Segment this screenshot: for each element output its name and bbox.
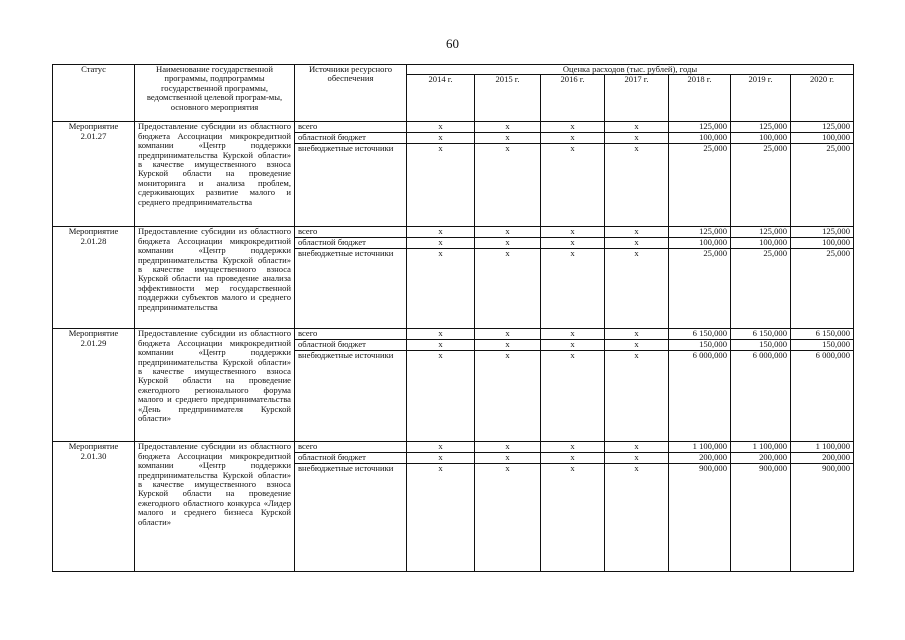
expense-value: x (541, 144, 605, 227)
expense-value: x (407, 329, 475, 340)
expense-value: 200,000 (731, 453, 791, 464)
activity-status: Мероприятие 2.01.29 (53, 329, 135, 442)
expense-value: x (407, 453, 475, 464)
year-header: 2018 г. (669, 75, 731, 122)
year-header: 2015 г. (475, 75, 541, 122)
expense-value: 150,000 (669, 340, 731, 351)
expense-value: 25,000 (669, 144, 731, 227)
activity-name: Предоставление субсидии из областного бюджета Ассоциации микрокредитной компании «Центр поддержки предпринимательства Курской области» в качестве имущественного взноса Курской области на проведение анализа эффективности мер государственной поддержки субъектов малого и среднего предпринимательства (135, 227, 295, 329)
expense-value: x (475, 122, 541, 133)
expense-value: x (605, 453, 669, 464)
expense-value: x (605, 144, 669, 227)
expense-value: x (475, 464, 541, 572)
expense-value: x (541, 464, 605, 572)
expense-value: x (541, 329, 605, 340)
expense-value: x (605, 351, 669, 442)
expense-value: x (475, 249, 541, 329)
expense-value: x (475, 351, 541, 442)
expense-value: 100,000 (669, 133, 731, 144)
expense-value: x (541, 340, 605, 351)
expense-value: 125,000 (791, 227, 854, 238)
funding-source: внебюджетные источники (295, 351, 407, 442)
expense-value: 100,000 (791, 133, 854, 144)
expense-value: x (407, 133, 475, 144)
expense-value: 6 000,000 (669, 351, 731, 442)
funding-source: всего (295, 442, 407, 453)
expense-value: 125,000 (731, 227, 791, 238)
table-body (53, 122, 854, 572)
expense-value: x (541, 442, 605, 453)
table-row (53, 329, 854, 340)
expense-value: x (605, 238, 669, 249)
expense-value: x (475, 329, 541, 340)
expense-value: 125,000 (669, 227, 731, 238)
expense-value: x (605, 133, 669, 144)
funding-source: всего (295, 227, 407, 238)
expense-value: x (541, 351, 605, 442)
expense-value: 125,000 (669, 122, 731, 133)
activity-name: Предоставление субсидии из областного бюджета Ассоциации микрокредитной компании «Центр поддержки предпринимательства Курской области» в качестве имущественного взноса Курской области на проведение ежегодного областного конкурса «Лидер малого и среднего бизнеса Курской области» (135, 442, 295, 572)
year-header: 2017 г. (605, 75, 669, 122)
expense-value: x (407, 144, 475, 227)
expense-value: x (475, 442, 541, 453)
sources-header: Источники ресурсного обеспечения (295, 65, 407, 122)
expense-value: x (541, 238, 605, 249)
funding-source: областной бюджет (295, 453, 407, 464)
header-row-1 (53, 65, 854, 75)
expense-value: 100,000 (731, 238, 791, 249)
expense-value: 6 150,000 (791, 329, 854, 340)
expense-value: 125,000 (731, 122, 791, 133)
expense-value: x (605, 329, 669, 340)
expense-value: x (605, 227, 669, 238)
table-row (53, 227, 854, 238)
expense-value: x (407, 340, 475, 351)
estimate-header: Оценка расходов (тыс. рублей), годы (407, 65, 854, 75)
expense-value: 1 100,000 (669, 442, 731, 453)
funding-source: внебюджетные источники (295, 144, 407, 227)
expense-value: x (541, 133, 605, 144)
funding-source: областной бюджет (295, 133, 407, 144)
activity-status: Мероприятие 2.01.27 (53, 122, 135, 227)
expense-value: x (605, 249, 669, 329)
expense-value: x (475, 133, 541, 144)
expense-value: x (605, 442, 669, 453)
name-header: Наименование государственной программы, подпрограммы государственной программы, ведомственной целевой програм-мы, основного мероприятия (135, 65, 295, 122)
expense-value: 6 000,000 (791, 351, 854, 442)
funding-source: всего (295, 122, 407, 133)
funding-source: внебюджетные источники (295, 464, 407, 572)
expense-value: x (605, 464, 669, 572)
page-number: 60 (446, 36, 459, 51)
expense-value: 900,000 (731, 464, 791, 572)
activity-status: Мероприятие 2.01.30 (53, 442, 135, 572)
expense-value: x (407, 442, 475, 453)
expense-value: 6 000,000 (731, 351, 791, 442)
expense-value: 1 100,000 (731, 442, 791, 453)
expense-value: x (475, 144, 541, 227)
year-header: 2016 г. (541, 75, 605, 122)
year-header: 2014 г. (407, 75, 475, 122)
expense-value: 25,000 (791, 249, 854, 329)
expense-value: x (407, 351, 475, 442)
expense-value: x (541, 249, 605, 329)
expense-value: x (407, 249, 475, 329)
year-header: 2019 г. (731, 75, 791, 122)
activity-status: Мероприятие 2.01.28 (53, 227, 135, 329)
expense-value: 900,000 (669, 464, 731, 572)
expense-value: 150,000 (791, 340, 854, 351)
funding-source: областной бюджет (295, 238, 407, 249)
expense-table (52, 64, 854, 572)
expense-value: x (541, 227, 605, 238)
expense-value: 200,000 (669, 453, 731, 464)
expense-value: 6 150,000 (731, 329, 791, 340)
expense-value: 25,000 (731, 144, 791, 227)
expense-value: 100,000 (791, 238, 854, 249)
expense-value: x (407, 464, 475, 572)
funding-source: внебюджетные источники (295, 249, 407, 329)
table-row (53, 442, 854, 453)
expense-value: x (475, 227, 541, 238)
expense-value: 25,000 (731, 249, 791, 329)
expense-value: x (407, 238, 475, 249)
expense-value: 6 150,000 (669, 329, 731, 340)
expense-value: x (475, 238, 541, 249)
expense-value: x (541, 122, 605, 133)
expense-value: 1 100,000 (791, 442, 854, 453)
expense-value: x (475, 453, 541, 464)
activity-name: Предоставление субсидии из областного бюджета Ассоциации микрокредитной компании «Центр поддержки предпринимательства Курской области» в качестве имущественного взноса Курской области на проведение ежегодного регионального форума малого и среднего предпринимательства «День предпринимателя Курской области» (135, 329, 295, 442)
expense-value: 25,000 (791, 144, 854, 227)
status-header: Статус (53, 65, 135, 122)
expense-value: x (605, 122, 669, 133)
expense-value: 900,000 (791, 464, 854, 572)
expense-value: x (475, 340, 541, 351)
expense-value: x (605, 340, 669, 351)
expense-value: 200,000 (791, 453, 854, 464)
expense-value: 25,000 (669, 249, 731, 329)
funding-source: всего (295, 329, 407, 340)
expense-value: x (407, 227, 475, 238)
activity-name: Предоставление субсидии из областного бюджета Ассоциации микрокредитной компании «Центр поддержки предпринимательства Курской области» в качестве имущественного взноса Курской области на проведение мониторинга и анализа проблем, сдерживающих развитие малого и среднего предпринимательства (135, 122, 295, 227)
expense-value: x (407, 122, 475, 133)
table-row (53, 122, 854, 133)
expense-value: 125,000 (791, 122, 854, 133)
funding-source: областной бюджет (295, 340, 407, 351)
year-header: 2020 г. (791, 75, 854, 122)
expense-value: x (541, 453, 605, 464)
expense-value: 100,000 (731, 133, 791, 144)
expense-value: 150,000 (731, 340, 791, 351)
expense-value: 100,000 (669, 238, 731, 249)
